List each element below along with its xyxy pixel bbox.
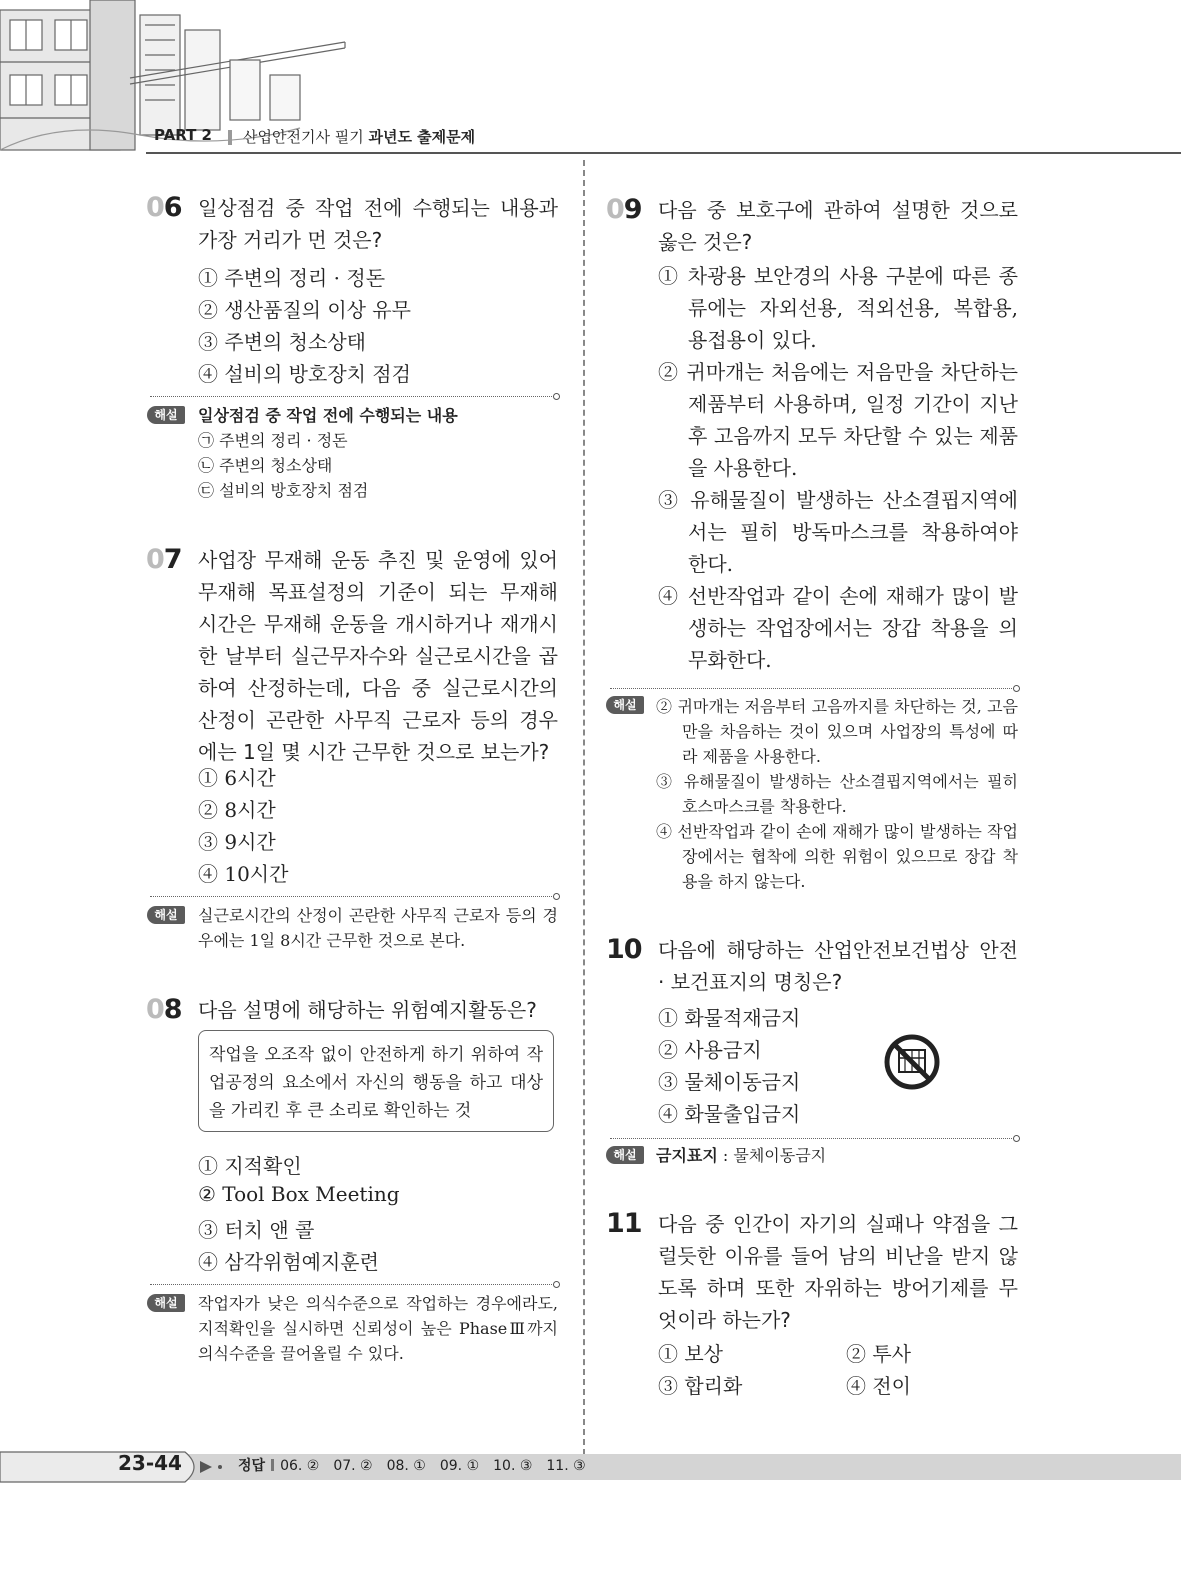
explanation-06 <box>198 403 558 503</box>
question-number: 08 <box>146 994 182 1025</box>
explanation-item: ④ 선반작업과 같이 손에 재해가 많이 발생하는 작업장에서는 협착에 의한 위험이 있으므로 장갑 착용을 하지 않는다. <box>656 822 1018 891</box>
option-2[interactable]: ② 귀마개는 처음에는 저음만을 차단하는 제품부터 사용하며, 일정 기간이 지난 후 고음까지 모두 차단할 수 있는 제품을 사용한다. <box>658 360 1018 480</box>
answer-label: 정답 <box>238 1458 266 1474</box>
question-text: 다음 설명에 해당하는 위험예지활동은? <box>198 998 537 1022</box>
question-text: 다음 중 인간이 자기의 실패나 약점을 그럴듯한 이유를 들어 남의 비난을 받지 않도록 하며 또한 자위하는 방어기제를 무엇이라 하는가? <box>658 1212 1018 1332</box>
explanation-separator <box>610 688 1014 689</box>
question-number: 11 <box>606 1208 642 1239</box>
option-4[interactable]: ④ 삼각위험예지훈련 <box>198 1250 379 1274</box>
option-3[interactable]: ③ 9시간 <box>198 830 276 854</box>
explanation-line: ㉠ 주변의 정리 · 정돈 <box>198 431 348 450</box>
explanation-09 <box>656 694 1018 894</box>
explanation-separator <box>610 1138 1014 1139</box>
option-2[interactable]: ② 투사 <box>846 1342 911 1366</box>
question-text: 다음에 해당하는 산업안전보건법상 안전 · 보건표지의 명칭은? <box>658 938 1018 994</box>
explanation-separator <box>150 896 554 897</box>
option-4[interactable]: ④ 선반작업과 같이 손에 재해가 많이 발생하는 작업장에서는 장갑 착용을 의무화한다. <box>658 584 1018 672</box>
explanation-07: 실근로시간의 산정이 곤란한 사무직 근로자 등의 경우에는 1일 8시간 근무한 것으로 본다. <box>198 906 558 950</box>
explanation-item: ③ 유해물질이 발생하는 산소결핍지역에서는 필히 호스마스크를 착용한다. <box>656 772 1018 816</box>
option-1[interactable]: ① 6시간 <box>198 766 276 790</box>
question-text: 다음 중 보호구에 관하여 설명한 것으로 옳은 것은? <box>658 198 1018 254</box>
option-4[interactable]: ④ 설비의 방호장치 점검 <box>198 362 411 386</box>
option-2[interactable]: ② Tool Box Meeting <box>198 1182 400 1206</box>
option-1[interactable]: ① 화물적재금지 <box>658 1006 801 1030</box>
option-1[interactable]: ① 보상 <box>658 1342 723 1366</box>
option-3[interactable]: ③ 터치 앤 콜 <box>198 1218 315 1242</box>
explanation-badge: 해설 <box>147 1294 185 1312</box>
answer-item: 08. ① <box>386 1458 426 1474</box>
explanation-badge: 해설 <box>147 406 185 424</box>
option-4[interactable]: ④ 10시간 <box>198 862 289 886</box>
option-3[interactable]: ③ 주변의 청소상태 <box>198 330 366 354</box>
explanation-head: 일상점검 중 작업 전에 수행되는 내용 <box>198 406 458 425</box>
option-1[interactable]: ① 주변의 정리 · 정돈 <box>198 266 386 290</box>
explanation-08: 작업자가 낮은 의식수준으로 작업하는 경우에라도, 지적확인을 실시하면 신뢰성이 높은 PhaseⅢ까지 의식수준을 끌어올릴 수 있다. <box>198 1294 558 1363</box>
option-3[interactable]: ③ 물체이동금지 <box>658 1070 801 1094</box>
explanation-10 <box>656 1143 1018 1168</box>
question-text: 일상점검 중 작업 전에 수행되는 내용과 가장 거리가 먼 것은? <box>198 196 558 252</box>
answer-item: 09. ① <box>439 1458 480 1474</box>
explanation-badge: 해설 <box>606 696 644 714</box>
explanation-badge: 해설 <box>147 906 185 924</box>
option-1[interactable]: ① 차광용 보안경의 사용 구분에 따른 종류에는 자외선용, 적외선용, 복합용, 용접용이 있다. <box>658 264 1018 352</box>
column-divider <box>583 160 585 1455</box>
part-header-bar <box>146 124 1181 154</box>
question-number: 09 <box>606 194 642 225</box>
explanation-badge: 해설 <box>606 1146 644 1164</box>
explanation-tail: : 물체이동금지 <box>717 1146 827 1165</box>
answer-item: 07. ② <box>333 1458 373 1474</box>
explanation-separator <box>150 396 554 397</box>
part-title-bold: 과년도 출제문제 <box>368 128 476 146</box>
explanation-item: ② 귀마개는 저음부터 고음까지를 차단하는 것, 고음만을 차음하는 것이 있으며 사업장의 특성에 따라 제품을 사용한다. <box>656 697 1018 766</box>
option-4[interactable]: ④ 전이 <box>846 1374 911 1398</box>
answer-separator <box>271 1459 274 1471</box>
part-title-normal: 산업안전기사 필기 <box>243 128 369 146</box>
part-label: PART 2 <box>154 126 212 144</box>
question-text: 사업장 무재해 운동 추진 및 운영에 있어 무재해 목표설정의 기준이 되는 무재해 시간은 무재해 운동을 개시하거나 재개시한 날부터 실근무자수와 실근로시간을 곱하여 산정하는데, 다음 중 실근로시간의 산정이 곤란한 사무직 근로자 등의 경우에는 1일 몇 시간 근무한 것으로 보는가? <box>198 548 558 764</box>
explanation-head: 금지표지 <box>656 1146 718 1165</box>
answer-key <box>238 1455 600 1475</box>
answer-item: 10. ③ <box>493 1458 533 1474</box>
explanation-line: ㉡ 주변의 청소상태 <box>198 456 333 475</box>
page-number-tab <box>0 1448 230 1486</box>
option-2[interactable]: ② 사용금지 <box>658 1038 762 1062</box>
question-number: 10 <box>606 934 642 965</box>
option-4[interactable]: ④ 화물출입금지 <box>658 1102 801 1126</box>
option-3[interactable]: ③ 유해물질이 발생하는 산소결핍지역에서는 필히 방독마스크를 착용하여야 한다. <box>658 488 1018 576</box>
description-box: 작업을 오조작 없이 안전하게 하기 위하여 작업공정의 요소에서 자신의 행동을 하고 대상을 가리킨 후 큰 소리로 확인하는 것 <box>198 1030 554 1132</box>
question-number: 07 <box>146 544 182 575</box>
part-title <box>243 126 475 147</box>
option-2[interactable]: ② 8시간 <box>198 798 276 822</box>
answer-item: 11. ③ <box>546 1458 586 1474</box>
explanation-line: ㉢ 설비의 방호장치 점검 <box>198 481 369 500</box>
question-number: 06 <box>146 192 182 223</box>
answer-item: 06. ② <box>280 1458 320 1474</box>
page-footer <box>0 1448 1181 1486</box>
prohibition-sign-icon <box>882 1032 942 1092</box>
page-number: 23-44 <box>118 1451 182 1475</box>
option-1[interactable]: ① 지적확인 <box>198 1154 302 1178</box>
part-separator <box>228 130 232 145</box>
option-3[interactable]: ③ 합리화 <box>658 1374 743 1398</box>
explanation-separator <box>150 1284 554 1285</box>
page-header <box>0 0 1181 160</box>
option-2[interactable]: ② 생산품질의 이상 유무 <box>198 298 411 322</box>
